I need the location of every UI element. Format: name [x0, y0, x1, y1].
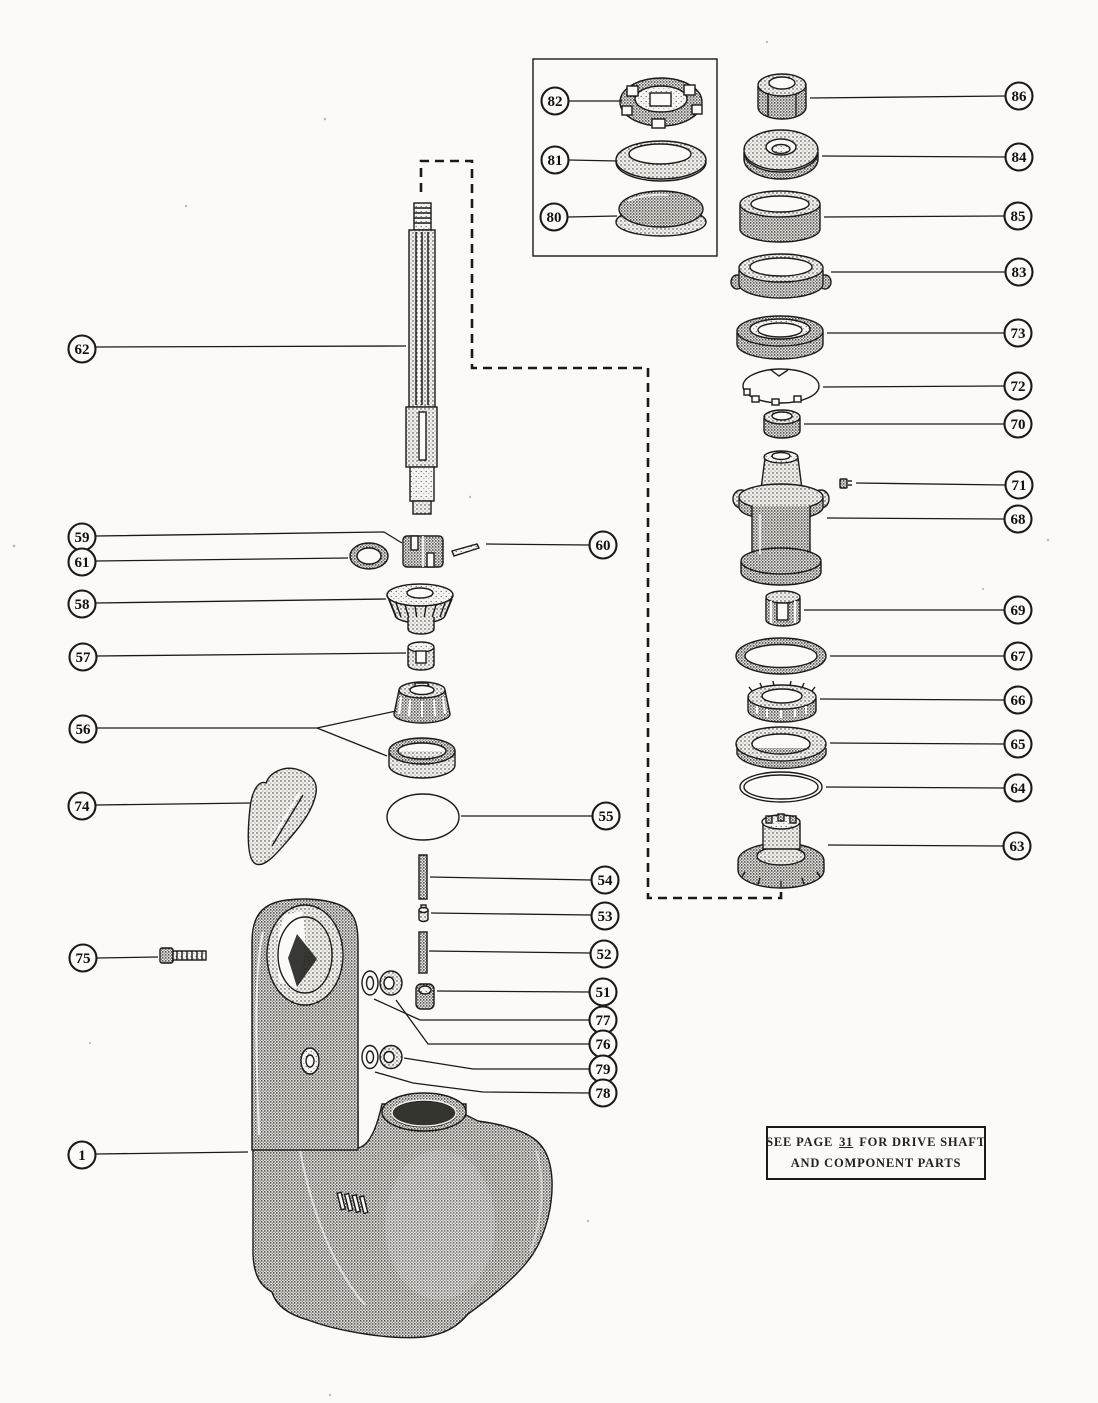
part-drawing-spanner-nut	[620, 78, 702, 128]
svg-text:83: 83	[1011, 265, 1027, 281]
svg-text:66: 66	[1010, 693, 1026, 709]
part-drawing-cross-pin	[452, 544, 479, 556]
leader-line-64	[826, 787, 1004, 788]
callout-84-thick-washer	[1006, 144, 1033, 171]
callout-71-set-screw	[1006, 472, 1033, 499]
svg-text:59: 59	[74, 530, 90, 546]
leader-line-80	[568, 216, 617, 217]
callout-83-flanged-ring	[1006, 259, 1033, 286]
part-drawing-flanged-ring	[731, 254, 831, 298]
svg-text:54: 54	[597, 873, 613, 889]
callout-76-hex-nut-upper	[590, 1031, 617, 1058]
svg-text:68: 68	[1010, 512, 1026, 528]
callout-61-retaining-ring	[69, 549, 96, 576]
part-drawing-thick-washer	[744, 130, 818, 179]
part-drawing-roller-bearing	[748, 681, 816, 722]
svg-text:52: 52	[596, 947, 612, 963]
part-drawing-hex-nut	[758, 74, 806, 119]
part-drawing-seal-washer	[616, 141, 706, 181]
leader-line-61	[96, 558, 348, 561]
part-drawing-gear-housing	[252, 899, 552, 1338]
callout-86-hex-nut	[1006, 83, 1033, 110]
svg-text:1: 1	[78, 1148, 86, 1164]
callout-68-bearing-carrier	[1005, 506, 1032, 533]
callout-circles	[69, 83, 1033, 1169]
leader-line-60	[486, 544, 589, 545]
leader-line-86	[810, 96, 1005, 98]
svg-text:69: 69	[1010, 603, 1026, 619]
part-drawing-o-ring-thin	[740, 772, 822, 802]
svg-text:74: 74	[74, 799, 90, 815]
svg-text:71: 71	[1011, 478, 1027, 494]
svg-text:64: 64	[1010, 781, 1026, 797]
part-drawing-seal-cap	[616, 191, 706, 236]
leader-line-65	[830, 743, 1004, 744]
leader-line-56	[97, 711, 396, 728]
callout-52-pin-short	[591, 941, 618, 968]
leader-line-81	[569, 160, 617, 161]
callout-69-needle-bearing	[1005, 597, 1032, 624]
callout-55-o-ring-large	[593, 803, 620, 830]
leader-line-77	[374, 999, 589, 1020]
callout-56-tapered-bearing-cone-and-cup	[70, 716, 97, 743]
svg-text:55: 55	[598, 809, 614, 825]
callout-74-trim-fin	[69, 793, 96, 820]
note-line-1	[766, 1135, 986, 1150]
leader-line-63	[828, 845, 1003, 846]
callout-73-bearing-ring	[1005, 320, 1032, 347]
part-drawing-retaining-ring	[350, 543, 388, 569]
leader-line-74	[96, 803, 251, 805]
callout-60-cross-pin	[590, 532, 617, 559]
part-drawing-tapered-bearing-cone	[394, 682, 450, 723]
part-drawing-hex-nut-upper	[380, 971, 402, 995]
note-page-number: 31	[839, 1134, 854, 1149]
leader-line-57	[97, 653, 406, 656]
callout-85-spacer-collar	[1005, 203, 1032, 230]
leader-line-68	[827, 518, 1004, 519]
leader-line-84	[822, 156, 1005, 157]
svg-text:51: 51	[595, 985, 611, 1001]
callout-81-seal-washer	[542, 147, 569, 174]
svg-text:82: 82	[547, 94, 563, 110]
leader-line-79	[404, 1058, 589, 1069]
callout-66-roller-bearing	[1005, 687, 1032, 714]
part-drawing-flat-washer-upper	[362, 971, 378, 995]
part-drawing-bearing-ring	[737, 316, 823, 359]
leader-line-53	[431, 913, 591, 915]
leader-line-85	[824, 216, 1004, 217]
svg-text:73: 73	[1010, 326, 1026, 342]
part-drawing-hex-nut-lower	[380, 1046, 402, 1069]
svg-text:62: 62	[74, 342, 90, 358]
callout-67-o-ring	[1005, 643, 1032, 670]
svg-text:60: 60	[595, 538, 611, 554]
part-drawing-clutch-dog	[403, 536, 443, 567]
callout-79-hex-nut-lower	[590, 1056, 617, 1083]
callout-1-gear-housing	[69, 1142, 96, 1169]
part-drawing-tapered-bearing-cup	[389, 738, 455, 778]
part-drawing-bevel-gear	[387, 584, 453, 634]
leader-line-52	[429, 951, 590, 953]
leader-line-56	[317, 728, 387, 756]
part-drawing-bearing-sleeve	[408, 642, 434, 670]
svg-text:76: 76	[595, 1037, 611, 1053]
part-drawing-flat-washer-lower	[362, 1046, 378, 1069]
leader-line-59	[96, 532, 402, 543]
callout-75-screw-bolt	[70, 945, 97, 972]
callout-78-flat-washer-lower	[590, 1080, 617, 1107]
note-line1-prefix: SEE PAGE	[766, 1134, 834, 1149]
part-drawing-pin-long	[419, 855, 427, 899]
part-drawing-tab-washer-ring	[743, 369, 819, 405]
leader-line-66	[820, 699, 1004, 700]
part-drawing-spacer-collar	[740, 191, 820, 242]
callout-64-o-ring-thin	[1005, 775, 1032, 802]
callout-51-nut-small	[590, 979, 617, 1006]
callout-77-flat-washer-upper	[590, 1007, 617, 1034]
leader-line-1	[96, 1152, 248, 1154]
leader-line-51	[437, 991, 589, 992]
svg-text:79: 79	[595, 1062, 611, 1078]
part-drawing-pin-short	[419, 932, 427, 973]
callout-54-pin-long	[592, 867, 619, 894]
callout-58-bevel-gear	[69, 591, 96, 618]
leader-line-71	[856, 483, 1005, 485]
part-drawing-o-ring-large	[387, 794, 459, 840]
svg-text:63: 63	[1009, 839, 1025, 855]
leader-line-54	[430, 877, 591, 880]
leader-line-72	[823, 386, 1004, 387]
svg-text:70: 70	[1010, 417, 1026, 433]
part-drawing-needle-bearing	[766, 591, 800, 626]
svg-text:78: 78	[595, 1086, 611, 1102]
part-drawing-o-ring	[736, 638, 826, 674]
callout-59-clutch-dog	[69, 524, 96, 551]
part-drawing-set-screw	[840, 479, 852, 488]
callout-63-forward-gear	[1004, 833, 1031, 860]
svg-text:53: 53	[597, 909, 613, 925]
leader-line-62	[96, 346, 406, 347]
note-line1-suffix: FOR DRIVE SHAFT	[859, 1134, 986, 1149]
callout-82-spanner-nut	[542, 88, 569, 115]
svg-text:56: 56	[75, 722, 91, 738]
callout-70-roller-bearing-small	[1005, 411, 1032, 438]
callout-53-detent-plug	[592, 903, 619, 930]
leader-line-78	[375, 1072, 589, 1093]
note-box	[766, 1126, 986, 1180]
svg-text:75: 75	[75, 951, 91, 967]
callout-57-bearing-sleeve	[70, 644, 97, 671]
svg-text:80: 80	[546, 210, 562, 226]
callout-65-flat-ring	[1005, 731, 1032, 758]
svg-text:57: 57	[75, 650, 91, 666]
svg-text:61: 61	[74, 555, 90, 571]
part-drawing-roller-bearing-small	[764, 410, 800, 438]
svg-text:84: 84	[1011, 150, 1027, 166]
svg-text:72: 72	[1010, 379, 1026, 395]
part-drawing-nut-small	[416, 984, 434, 1009]
part-drawing-bearing-carrier	[733, 451, 829, 585]
note-line-2: AND COMPONENT PARTS	[790, 1156, 962, 1171]
svg-text:58: 58	[74, 597, 90, 613]
part-drawing-trim-fin	[248, 768, 316, 864]
svg-text:85: 85	[1010, 209, 1026, 225]
part-drawing-flat-ring	[736, 727, 826, 768]
leader-line-75	[97, 957, 158, 958]
svg-text:67: 67	[1010, 649, 1026, 665]
part-drawing-propeller-shaft	[406, 203, 437, 514]
callout-62-propeller-shaft	[69, 336, 96, 363]
svg-text:77: 77	[595, 1013, 611, 1029]
svg-text:81: 81	[547, 153, 563, 169]
part-drawing-screw-bolt	[160, 948, 206, 963]
svg-text:86: 86	[1011, 89, 1027, 105]
part-drawing-detent-plug	[419, 905, 428, 922]
callout-80-seal-cap	[541, 204, 568, 231]
callout-72-tab-washer-ring	[1005, 373, 1032, 400]
leader-lines	[96, 96, 1005, 1154]
leader-line-58	[96, 599, 386, 603]
svg-text:65: 65	[1010, 737, 1026, 753]
assembly-dashed-connector	[421, 161, 781, 898]
part-drawing-forward-gear	[738, 814, 824, 888]
